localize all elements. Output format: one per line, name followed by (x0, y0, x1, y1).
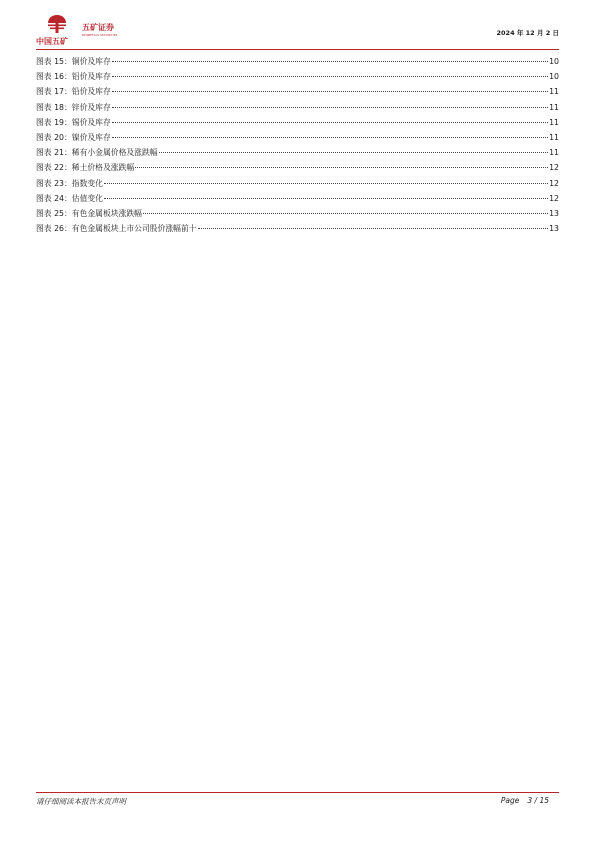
toc-entry[interactable] (36, 130, 559, 145)
toc-leader-dots (112, 107, 548, 108)
header-divider (36, 49, 559, 50)
toc-entry-label: 图表 15：铜价及库存 (36, 57, 111, 66)
disclaimer-note: 请仔细阅读本报告末页声明 (36, 797, 126, 806)
toc-entry-label: 图表 21：稀有小金属价格及涨跌幅 (36, 148, 158, 158)
toc-entry-label: 图表 19：锡价及库存 (36, 117, 111, 127)
toc-entry-page: 11 (549, 117, 559, 127)
toc-entry-page: 11 (549, 148, 559, 158)
toc-entry-page: 11 (549, 132, 559, 142)
toc-entry-page: 11 (549, 102, 559, 112)
toc-entry-page: 13 (549, 224, 559, 234)
minmetals-logo-icon (46, 14, 68, 34)
toc-entry-label: 图表 24：估值变化 (36, 193, 103, 203)
toc-entry-page: 12 (549, 178, 559, 188)
toc-leader-dots (112, 76, 548, 77)
toc-entry[interactable] (36, 206, 559, 221)
toc-entry-label: 图表 22：稀土价格及涨跌幅 (36, 163, 135, 173)
page-number (501, 796, 549, 805)
toc-entry-page: 10 (549, 57, 559, 66)
toc-entry-label: 图表 25：有色金属板块涨跌幅 (36, 208, 142, 218)
brand-english: MINMETALS SECURITIES (82, 33, 118, 37)
toc-entry-page: 11 (549, 87, 559, 97)
toc-leader-dots (104, 198, 548, 199)
company-logo (36, 14, 156, 48)
toc-entry-page: 12 (549, 193, 559, 203)
footer-divider (36, 792, 559, 793)
toc-leader-dots (135, 167, 548, 168)
toc-entry-label: 图表 23：指数变化 (36, 178, 103, 188)
toc-entry[interactable] (36, 221, 559, 236)
toc-entry[interactable] (36, 160, 559, 175)
page-count: 3 / 15 (527, 796, 549, 805)
toc-leader-dots (159, 152, 549, 153)
toc-entry-page: 10 (549, 72, 559, 82)
toc-leader-dots (198, 228, 549, 229)
page-word: Page (500, 796, 520, 805)
toc-entry[interactable] (36, 69, 559, 84)
toc-entry[interactable] (36, 100, 559, 115)
toc-leader-dots (112, 91, 548, 92)
toc-leader-dots (112, 122, 548, 123)
toc-entry[interactable] (36, 191, 559, 206)
toc-entry-label: 图表 17：铅价及库存 (36, 87, 111, 97)
toc-entry[interactable] (36, 84, 559, 99)
toc-leader-dots (104, 183, 548, 184)
toc-entry-label: 图表 18：锌价及库存 (36, 102, 111, 112)
toc-entry-label: 图表 26：有色金属板块上市公司股价涨幅前十 (36, 224, 197, 234)
toc-entry[interactable] (36, 115, 559, 130)
toc-entry[interactable] (36, 54, 559, 69)
toc-entry-page: 12 (549, 163, 559, 173)
toc-leader-dots (112, 137, 548, 138)
brand-name: 五矿证券 (82, 23, 114, 32)
toc-leader-dots (143, 213, 548, 214)
toc-leader-dots (112, 61, 548, 62)
toc-entry-label: 图表 20：镍价及库存 (36, 132, 111, 142)
logo-chinese-text: 中国五矿 (36, 37, 68, 46)
report-date: 2024 年 12 月 2 日 (496, 29, 559, 37)
toc-entry[interactable] (36, 176, 559, 191)
toc-entry[interactable] (36, 145, 559, 160)
toc-entry-page: 13 (549, 208, 559, 218)
toc-entry-label: 图表 16：铝价及库存 (36, 72, 111, 82)
figure-index-list (36, 54, 559, 236)
